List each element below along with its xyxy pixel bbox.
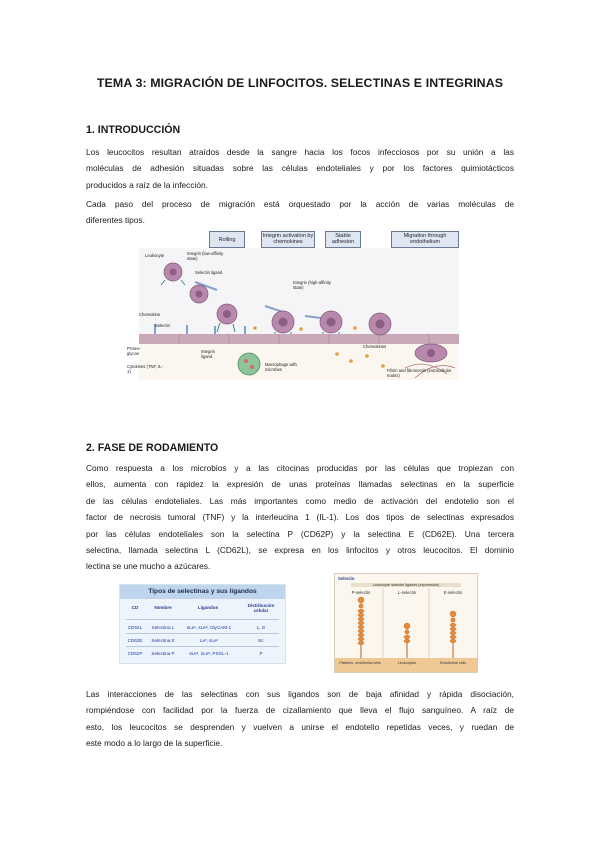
label-fibrin: Fibrin and fibronectin (extracellular matrix)	[387, 368, 452, 378]
text-line: moléculas de adhesión situadas sobre las células endoteliales y por los factores quimiotácticos	[86, 163, 514, 174]
row-divider	[126, 619, 279, 620]
selectins-table-figure	[119, 584, 286, 664]
column-footer: Endothelial cells	[440, 661, 466, 665]
text-line: Cada paso del proceso de migración está orquestado por la acción de varias moléculas de	[86, 199, 514, 209]
text-line: factor de necrosis tumoral (TNF) y la interleucina 1 (IL-1). Los dos tipos de selectinas expresados	[86, 512, 514, 523]
stage-migration: Migration through endothelium	[391, 231, 459, 248]
label-leukocyte: Leukocyte	[145, 253, 165, 258]
paragraph-intro-1	[86, 144, 514, 193]
label-integrin-ligand: Integrin ligand	[201, 349, 215, 359]
label-integrin-high: Integrin (high-affinity state)	[293, 280, 331, 290]
table-cell: CD62P	[127, 651, 143, 656]
endothelium-layer	[139, 334, 459, 344]
figure-header: Leukocyte selectin ligands (expression)	[351, 583, 461, 587]
col-header: Ligandos	[197, 605, 219, 610]
text-line: esto, los leucocitos se desprenden y vuelven a unirse el endotelio repetidas veces, y ruedan de	[86, 721, 514, 732]
col-header: CD	[131, 605, 139, 610]
table-cell: Selectina L	[151, 625, 175, 630]
text-line: Como respuesta a los microbios y a las citocinas producidas por las células que tropiezan con	[86, 463, 514, 473]
col-header: Nombre	[154, 605, 172, 610]
page-title: TEMA 3: MIGRACIÓN DE LINFOCITOS. SELECTINAS E INTEGRINAS	[96, 76, 504, 90]
text-line: selectina, llamada selectina L (CD62L), se expresa en los linfocitos y otros leucocitos. El dominio	[86, 545, 514, 556]
table-cell: L, G	[256, 625, 266, 630]
table-cell: CD62L	[127, 625, 143, 630]
stage-stable-adhesion: Stable adhesion	[325, 231, 361, 248]
column-footer: Leukocytes	[397, 661, 417, 665]
column-title: P-selectin	[351, 590, 371, 595]
text-line: rompiéndose con facilidad por la fuerza de cizallamiento que lleva el flujo sanguíneo. A raíz de	[86, 705, 514, 716]
table-title: Tipos de selectinas y sus ligandos	[120, 585, 285, 599]
table-cell: sLeˣ, sLeᵃ, GlyCAM-1	[186, 625, 232, 630]
leukocyte-migration-figure	[125, 228, 474, 380]
label-macrophage: Macrophage with microbes	[265, 362, 297, 372]
label-integrin-low: Integrin (low-affinity state)	[187, 251, 224, 261]
selectin-molecules-illustration	[335, 574, 477, 672]
text-line: Las interacciones de las selectinas con sus ligandos son de baja afinidad y rápida disociación,	[86, 689, 514, 699]
section-heading-rodamiento: 2. FASE DE RODAMIENTO	[86, 442, 219, 454]
label-chemokines: Chemokines	[363, 344, 387, 349]
text-line: ellos, aumenta con rapidez la expresión de unas proteínas llamadas selectinas en la superficie	[86, 479, 514, 490]
migration-illustration	[125, 228, 474, 380]
label-proteoglycan: Proteo-glycan	[127, 346, 141, 356]
stage-rolling: Rolling	[209, 231, 245, 248]
figure-caption: Selectin	[338, 576, 355, 581]
row-divider	[126, 646, 279, 647]
col-header: Distribución celular	[247, 603, 275, 613]
selectins-structure-figure	[334, 573, 478, 673]
label-selectin: Selectin	[155, 323, 170, 328]
text-line: de las células endoteliales. Las más importantes como medio de activación del endotelio son el	[86, 495, 514, 506]
column-title: E-selectin	[443, 590, 463, 595]
macrophage-cell	[238, 353, 260, 375]
table-cell: sLeˣ, sLeᵃ, PSGL-1	[189, 651, 229, 656]
text-line: lectina se une mucho a azúcares.	[86, 561, 211, 572]
paragraph-interacciones	[86, 686, 514, 752]
label-selectin-ligand: Selectin ligand	[195, 270, 223, 275]
table-cell: P	[259, 651, 263, 656]
paragraph-intro-2	[86, 196, 514, 229]
section-heading-introduccion: 1. INTRODUCCIÓN	[86, 124, 181, 136]
label-cytokines: Cytokines (TNF, IL-1)	[127, 364, 163, 374]
column-footer: Platelets, endothelial cells	[339, 661, 381, 665]
row-divider	[126, 633, 279, 634]
label-chemokine: Chemokine	[139, 312, 161, 317]
text-line: este modo a lo largo de la superficie.	[86, 738, 223, 749]
table-cell: Leˣ, sLeˣ	[199, 638, 219, 643]
table-cell: Selectina P	[151, 651, 175, 656]
table-cell: Selectina E	[151, 638, 175, 643]
text-line: producidos a raíz de la infección.	[86, 179, 208, 190]
text-line: diferentes tipos.	[86, 215, 145, 226]
paragraph-rodamiento	[86, 460, 514, 575]
stage-integrin-activation: Integrin activation by chemokines	[261, 231, 315, 248]
column-title: L-selectin	[397, 590, 417, 595]
text-line: Los leucocitos resultan atraídos desde la sangre hacia los focos infecciosos por su unión a las	[86, 147, 514, 157]
table-cell: Ec	[258, 638, 264, 643]
table-cell: CD62E	[127, 638, 143, 643]
text-line: por las células endoteliales son la selectina P (CD62P) y la selectina E (CD62E). Una tercera	[86, 528, 514, 539]
